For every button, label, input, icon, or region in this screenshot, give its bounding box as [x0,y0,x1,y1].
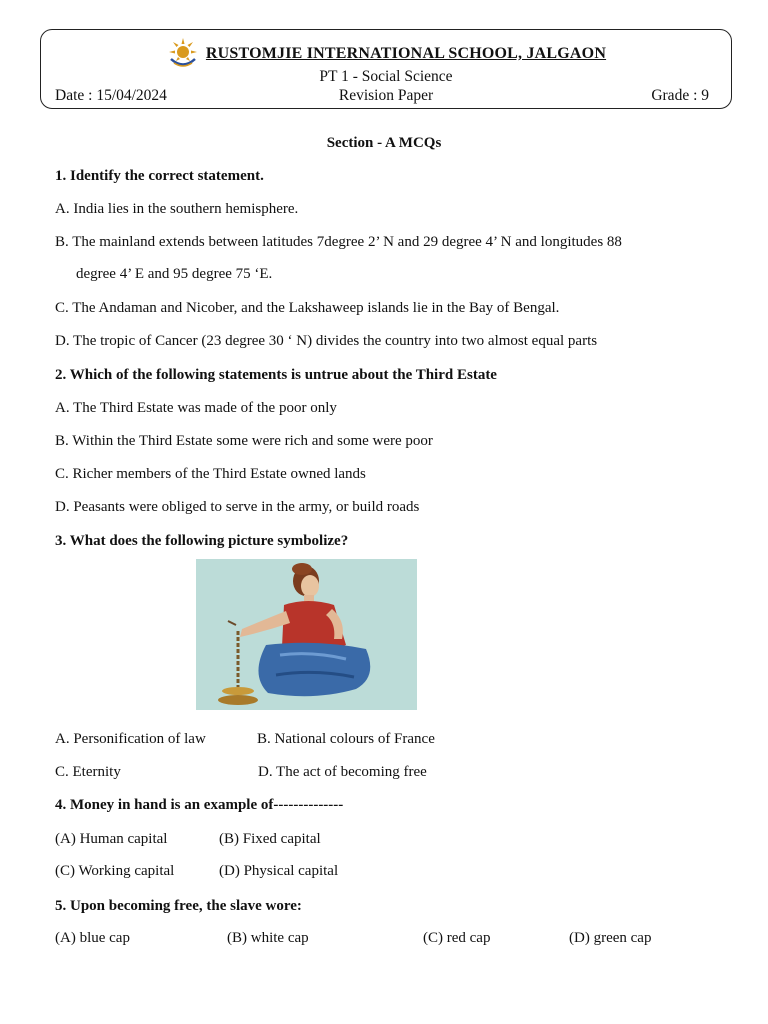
school-name: RUSTOMJIE INTERNATIONAL SCHOOL, JALGAON [205,45,607,62]
q1-option-a: A. India lies in the southern hemisphere. [55,201,299,217]
q2-option-d: D. Peasants were obliged to serve in the army, or build roads [55,499,420,515]
question-3: 3. What does the following picture symbolize? [55,533,349,549]
q4-option-b: (B) Fixed capital [219,831,321,847]
q4-option-d: (D) Physical capital [219,863,339,879]
q5-option-d: (D) green cap [569,930,652,946]
question-5: 5. Upon becoming free, the slave wore: [55,898,302,914]
q1-option-b: B. The mainland extends between latitudes 7degree 2’ N and 29 degree 4’ N and longitudes 88 [55,234,622,250]
q3-option-b: B. National colours of France [257,731,435,747]
school-crest-icon [166,37,200,71]
q4-option-a: (A) Human capital [55,831,168,847]
question-1: 1. Identify the correct statement. [55,168,264,184]
exam-date: Date : 15/04/2024 [55,87,167,104]
q1-option-d: D. The tropic of Cancer (23 degree 30 ‘ N) divides the country into two almost equal parts [55,333,598,349]
q1-option-c: C. The Andaman and Nicober, and the Lakshaweep islands lie in the Bay of Bengal. [55,300,560,316]
question-2: 2. Which of the following statements is untrue about the Third Estate [55,367,497,383]
q3-option-a: A. Personification of law [55,731,206,747]
question-4: 4. Money in hand is an example of-------------- [55,797,344,813]
q1-option-b-continued: degree 4’ E and 95 degree 75 ‘E. [76,266,273,282]
paper-type: Revision Paper [338,87,434,104]
q5-option-c: (C) red cap [423,930,491,946]
q2-option-a: A. The Third Estate was made of the poor only [55,400,337,416]
exam-title: PT 1 - Social Science [319,68,453,85]
school-title-row [41,37,731,71]
header-box [40,29,732,109]
q4-option-c: (C) Working capital [55,863,175,879]
q5-option-b: (B) white cap [227,930,309,946]
q2-option-b: B. Within the Third Estate some were rich and some were poor [55,433,433,449]
q3-option-d: D. The act of becoming free [258,764,427,780]
q5-option-a: (A) blue cap [55,930,130,946]
section-title: Section - A MCQs [326,135,442,151]
q3-option-c: C. Eternity [55,764,121,780]
q2-option-c: C. Richer members of the Third Estate owned lands [55,466,366,482]
grade-label: Grade : 9 [651,87,709,104]
liberty-allegory-picture [196,559,417,710]
